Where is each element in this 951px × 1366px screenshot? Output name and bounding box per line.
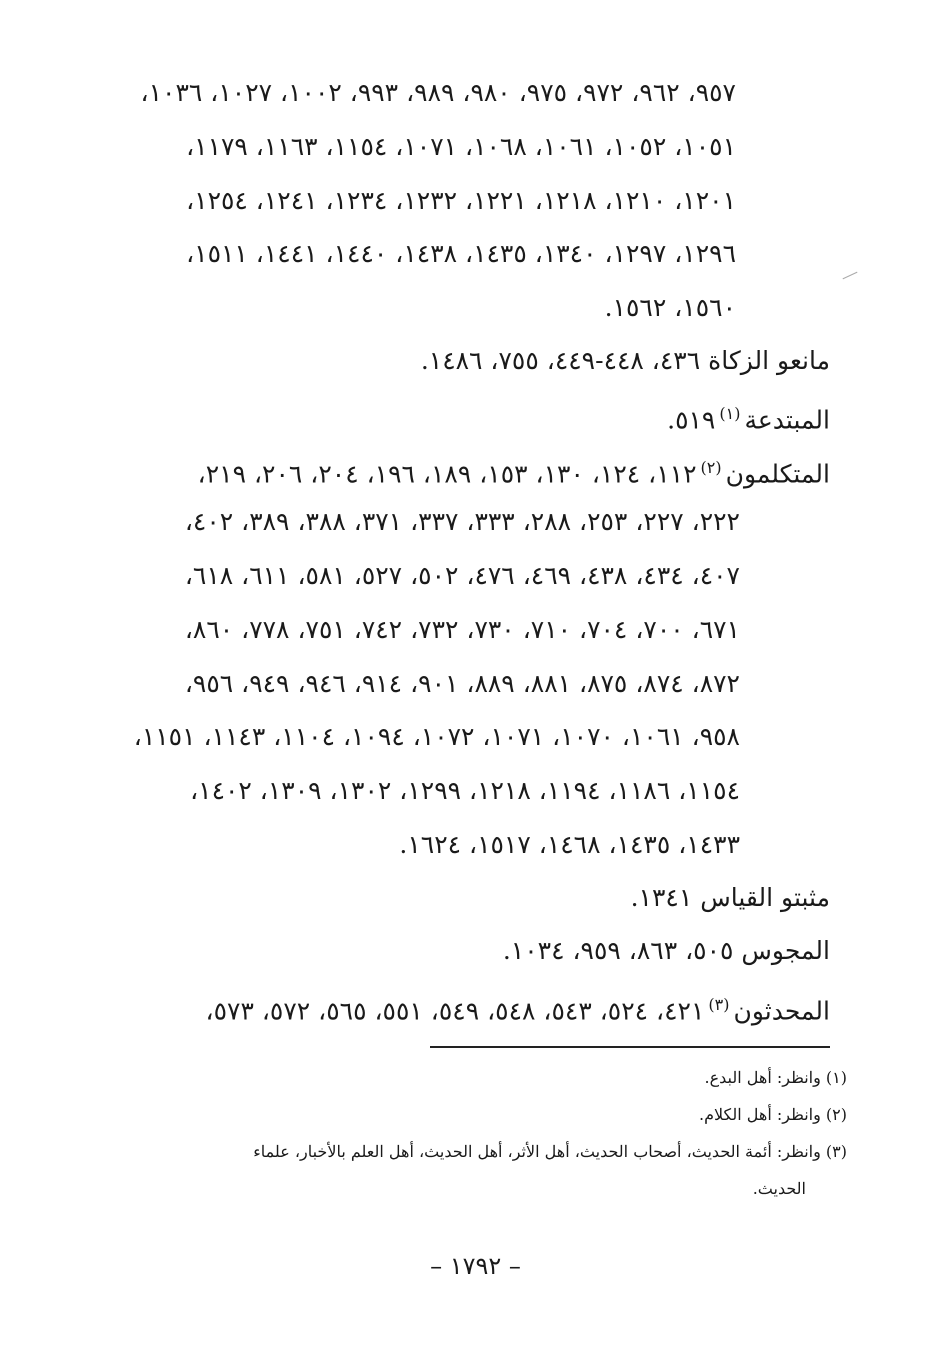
entry-refs: ٥٠٥، ٨٦٣، ٩٥٩، ١٠٣٤.	[502, 936, 734, 965]
index-line-1: ٩٥٧، ٩٦٢، ٩٧٢، ٩٧٥، ٩٨٠، ٩٨٩، ٩٩٣، ١٠٠٢، ١٠٢٧، ١٠٣٦،	[140, 78, 736, 107]
page-number: – ١٧٩٢ –	[430, 1252, 521, 1280]
entry-term: مثبتو القياس	[700, 883, 830, 912]
entry-al-mutakallimun	[198, 451, 830, 491]
footnote-marker: (٢)	[700, 458, 722, 477]
entry-term: المحدثون	[733, 996, 830, 1026]
index-line-m5: ٨٧٢، ٨٧٤، ٨٧٥، ٨٨١، ٨٨٩، ٩٠١، ٩١٤، ٩٤٦، ٩٤٩، ٩٥٦،	[184, 669, 740, 698]
entry-al-majus	[503, 934, 830, 968]
entry-refs: ٤٢١، ٥٢٤، ٥٤٣، ٥٤٨، ٥٤٩، ٥٥١، ٥٦٥، ٥٧٢، ٥٧٣،	[205, 996, 705, 1026]
index-line-m3: ٤٠٧، ٤٣٤، ٤٣٨، ٤٦٩، ٤٧٦، ٥٠٢، ٥٢٧، ٥٨١، ٦١١، ٦١٨،	[184, 561, 740, 590]
index-line-5: ١٥٦٠، ١٥٦٢.	[604, 293, 736, 322]
entry-refs: ٤٣٦، ٤٤٨-٤٤٩، ٧٥٥، ١٤٨٦.	[420, 346, 701, 375]
entry-al-mubtadia	[667, 397, 830, 437]
index-line-2: ١٠٥١، ١٠٥٢، ١٠٦١، ١٠٦٨، ١٠٧١، ١١٥٤، ١١٦٣، ١١٧٩،	[186, 132, 736, 161]
footnote-1: (١) وانظر: أهل البدع.	[704, 1068, 847, 1087]
footnote-3: (٣) وانظر: أئمة الحديث، أصحاب الحديث، أهل الأثر، أهل الحديث، أهل العلم بالأخبار، علماء	[253, 1142, 847, 1161]
index-line-3: ١٢٠١، ١٢١٠، ١٢١٨، ١٢٢١، ١٢٣٢، ١٢٣٤، ١٢٤١، ١٢٥٤،	[186, 186, 736, 215]
footnote-separator	[430, 1046, 830, 1048]
entry-term: المتكلمون	[725, 459, 830, 489]
footnote-marker: (٣)	[708, 995, 730, 1014]
index-line-4: ١٢٩٦، ١٢٩٧، ١٣٤٠، ١٤٣٥، ١٤٣٨، ١٤٤٠، ١٤٤١، ١٥١١،	[186, 239, 736, 268]
footnote-marker: (١)	[719, 404, 741, 423]
footnote-2: (٢) وانظر: أهل الكلام.	[698, 1105, 847, 1124]
entry-refs: ١٣٤١.	[630, 883, 693, 912]
footnote-3-continued: الحديث.	[752, 1179, 806, 1198]
entry-manioo-al-zakat	[421, 344, 830, 378]
index-line-m2: ٢٢٢، ٢٢٧، ٢٥٣، ٢٨٨، ٣٣٣، ٣٣٧، ٣٧١، ٣٨٨، ٣٨٩، ٤٠٢،	[184, 507, 740, 536]
entry-refs: ٥١٩.	[667, 405, 716, 435]
entry-term: مانعو الزكاة	[708, 346, 830, 375]
entry-term: المجوس	[741, 936, 830, 965]
index-line-m7: ١١٥٤، ١١٨٦، ١١٩٤، ١٢١٨، ١٢٩٩، ١٣٠٢، ١٣٠٩، ١٤٠٢،	[190, 776, 740, 805]
scan-mark	[843, 272, 858, 280]
index-line-m4: ٦٧١، ٧٠٠، ٧٠٤، ٧١٠، ٧٣٠، ٧٣٢، ٧٤٢، ٧٥١، ٧٧٨، ٨٦٠،	[184, 615, 740, 644]
entry-term: المبتدعة	[744, 405, 830, 435]
index-line-m6: ٩٥٨، ١٠٦١، ١٠٧٠، ١٠٧١، ١٠٧٢، ١٠٩٤، ١١٠٤، ١١٤٣، ١١٥١،	[133, 722, 740, 751]
entry-muthbitu-al-qiyas	[631, 881, 830, 915]
entry-al-muhaddithun	[206, 988, 830, 1028]
entry-refs: ١١٢، ١٢٤، ١٣٠، ١٥٣، ١٨٩، ١٩٦، ٢٠٤، ٢٠٦، ٢١٩،	[197, 459, 697, 489]
index-line-m8: ١٤٣٣، ١٤٣٥، ١٤٦٨، ١٥١٧، ١٦٢٤.	[399, 830, 740, 859]
